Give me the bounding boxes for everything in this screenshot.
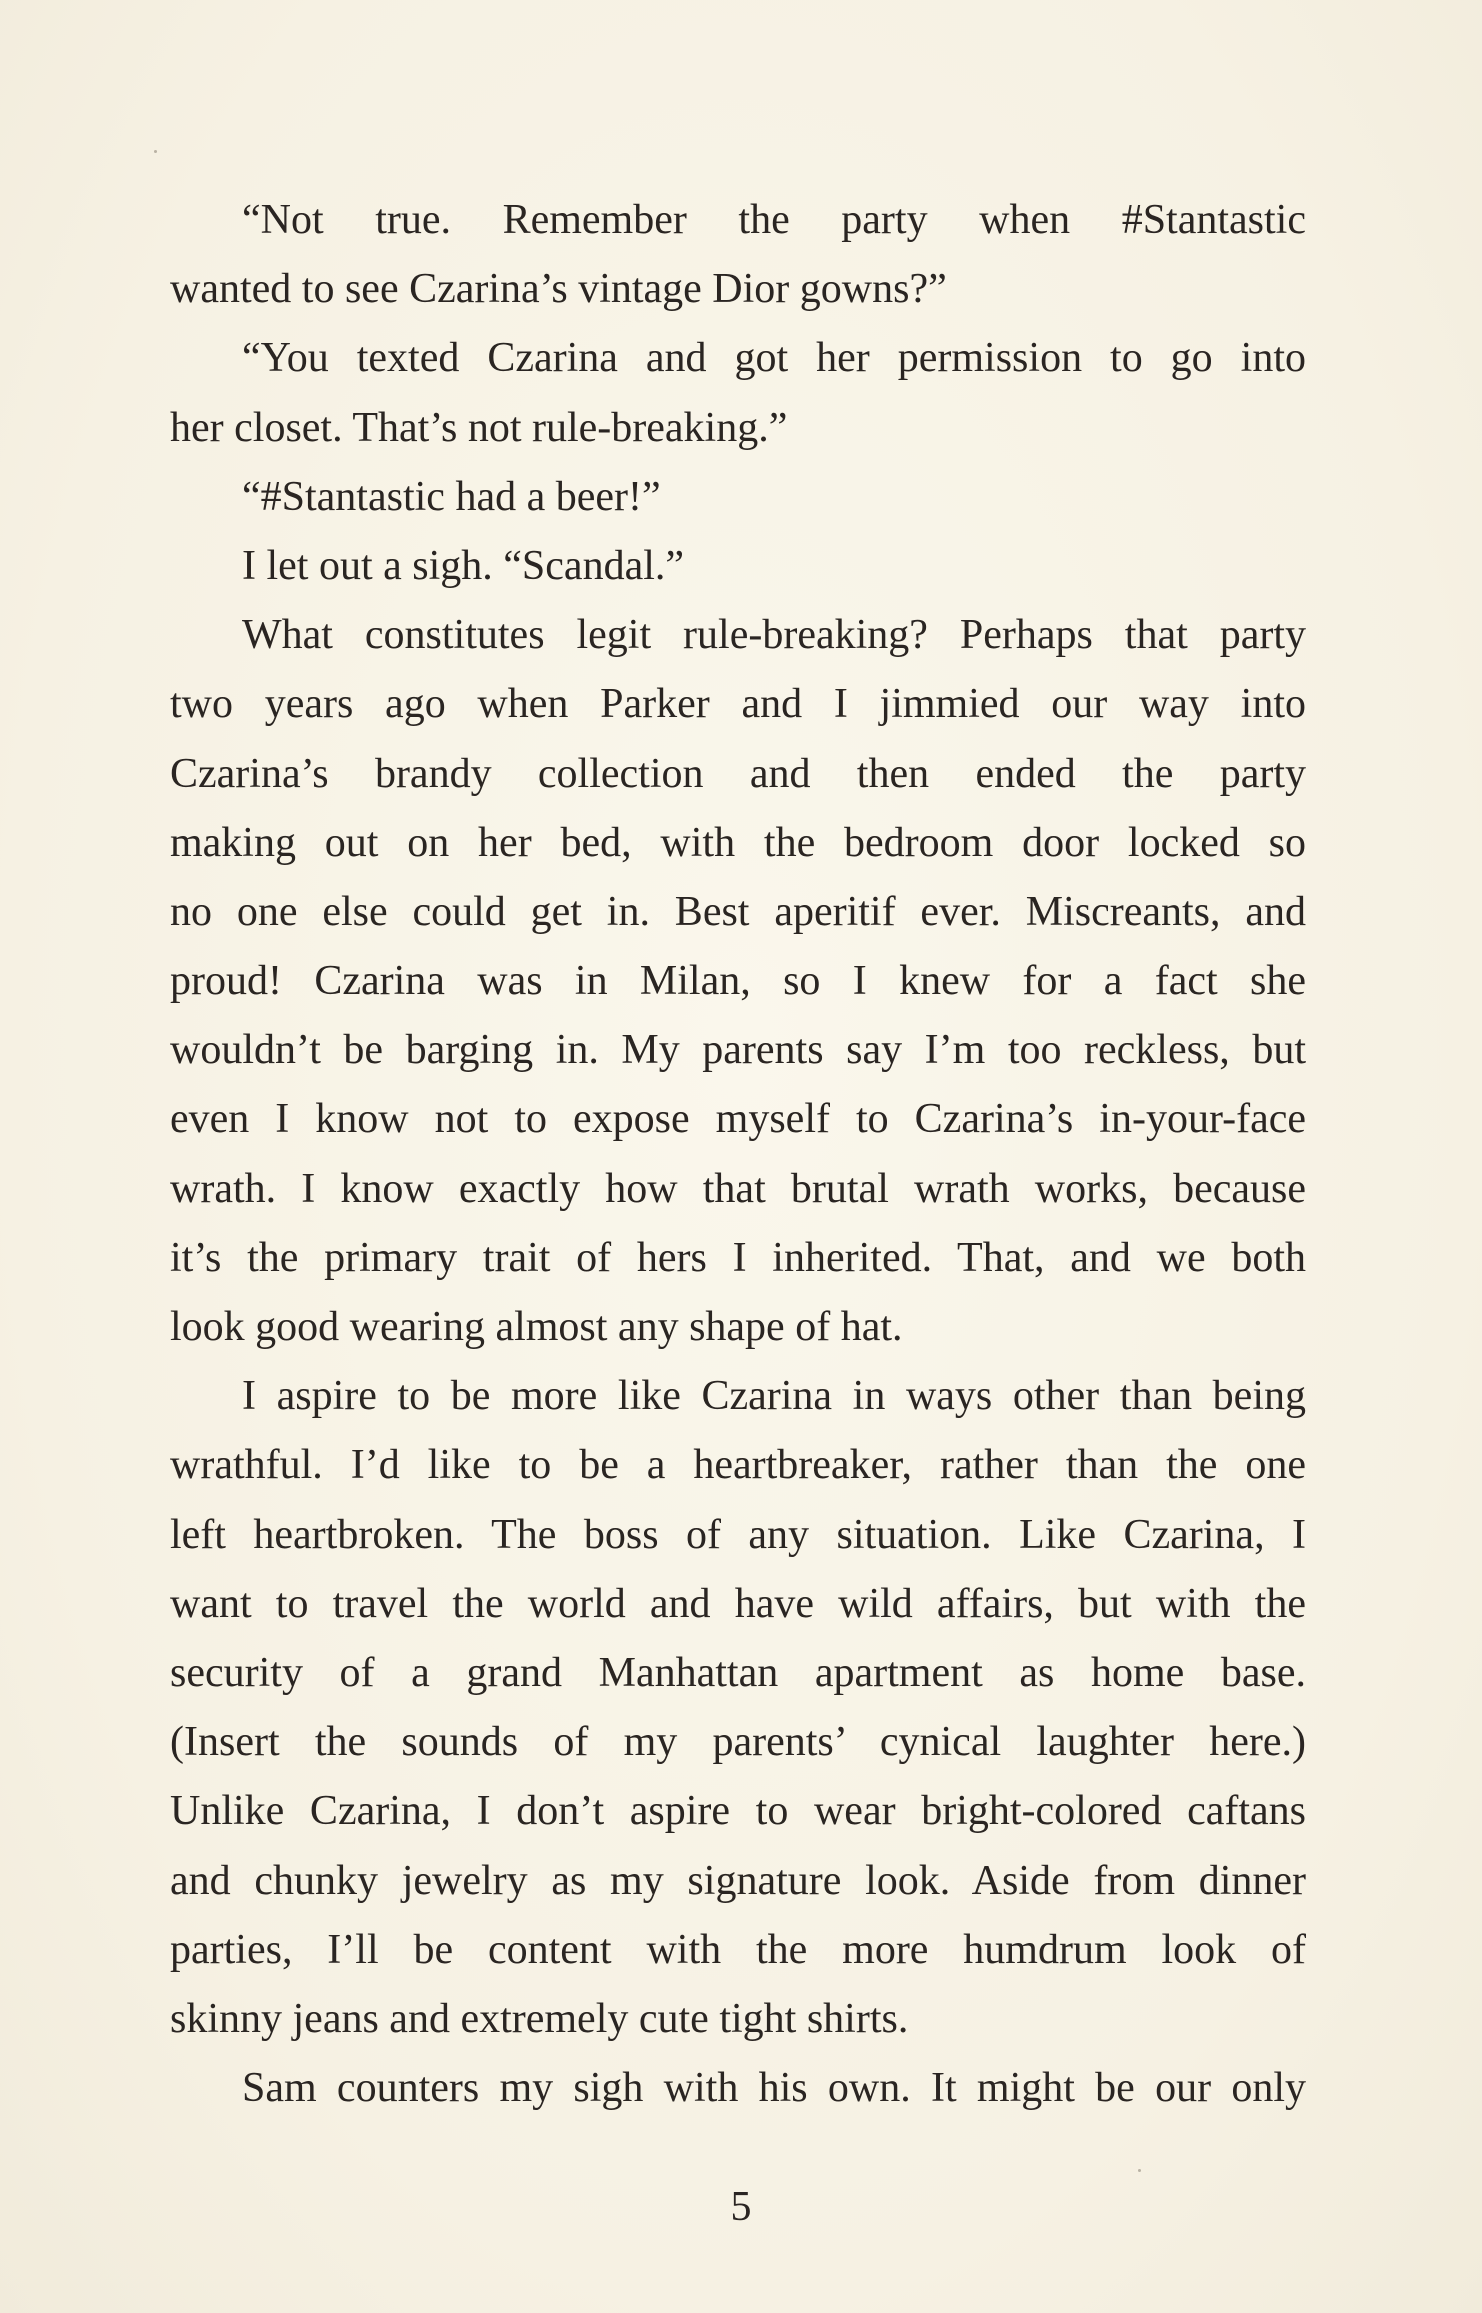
text-line: even I know not to expose myself to Czarina’s in-your-face bbox=[170, 1096, 1306, 1143]
text-line: wanted to see Czarina’s vintage Dior gowns?” bbox=[170, 266, 947, 313]
page-number: 5 bbox=[730, 2184, 752, 2230]
text-line: “#Stantastic had a beer!” bbox=[242, 473, 661, 520]
text-line: two years ago when Parker and I jimmied our way into bbox=[170, 681, 1306, 728]
text-line: Unlike Czarina, I don’t aspire to wear bright-colored caftans bbox=[170, 1788, 1306, 1835]
text-line: it’s the primary trait of hers I inherited. That, and we both bbox=[170, 1234, 1306, 1281]
text-line: wrathful. I’d like to be a heartbreaker, rather than the one bbox=[170, 1442, 1306, 1489]
text-line: parties, I’ll be content with the more humdrum look of bbox=[170, 1926, 1306, 1973]
text-line: “You texted Czarina and got her permission to go into bbox=[242, 335, 1306, 382]
text-line: left heartbroken. The boss of any situation. Like Czarina, I bbox=[170, 1511, 1306, 1558]
paper-speck bbox=[154, 150, 157, 153]
text-line: What constitutes legit rule-breaking? Perhaps that party bbox=[242, 612, 1306, 659]
text-line: proud! Czarina was in Milan, so I knew for a fact she bbox=[170, 958, 1306, 1005]
text-line: making out on her bed, with the bedroom door locked so bbox=[170, 819, 1306, 866]
text-line: wrath. I know exactly how that brutal wrath works, because bbox=[170, 1165, 1306, 1212]
paper-speck bbox=[1138, 2169, 1141, 2172]
text-line: skinny jeans and extremely cute tight shirts. bbox=[170, 1995, 909, 2042]
text-line: no one else could get in. Best aperitif ever. Miscreants, and bbox=[170, 888, 1306, 935]
text-line: (Insert the sounds of my parents’ cynical laughter here.) bbox=[170, 1719, 1306, 1766]
text-line: I let out a sigh. “Scandal.” bbox=[242, 542, 685, 589]
text-line: want to travel the world and have wild affairs, but with the bbox=[170, 1580, 1306, 1627]
text-line: I aspire to be more like Czarina in ways other than being bbox=[242, 1373, 1306, 1420]
text-line: her closet. That’s not rule-breaking.” bbox=[170, 404, 788, 451]
body-text bbox=[170, 186, 1306, 2123]
text-line: wouldn’t be barging in. My parents say I’m too reckless, but bbox=[170, 1027, 1306, 1074]
text-line: “Not true. Remember the party when #Stantastic bbox=[242, 197, 1306, 243]
text-line: Czarina’s brandy collection and then ended the party bbox=[170, 750, 1306, 797]
text-line: look good wearing almost any shape of hat. bbox=[170, 1304, 903, 1350]
text-line: and chunky jewelry as my signature look. Aside from dinner bbox=[170, 1857, 1306, 1904]
text-line: Sam counters my sigh with his own. It might be our only bbox=[242, 2065, 1306, 2112]
text-line: security of a grand Manhattan apartment as home base. bbox=[170, 1649, 1306, 1696]
